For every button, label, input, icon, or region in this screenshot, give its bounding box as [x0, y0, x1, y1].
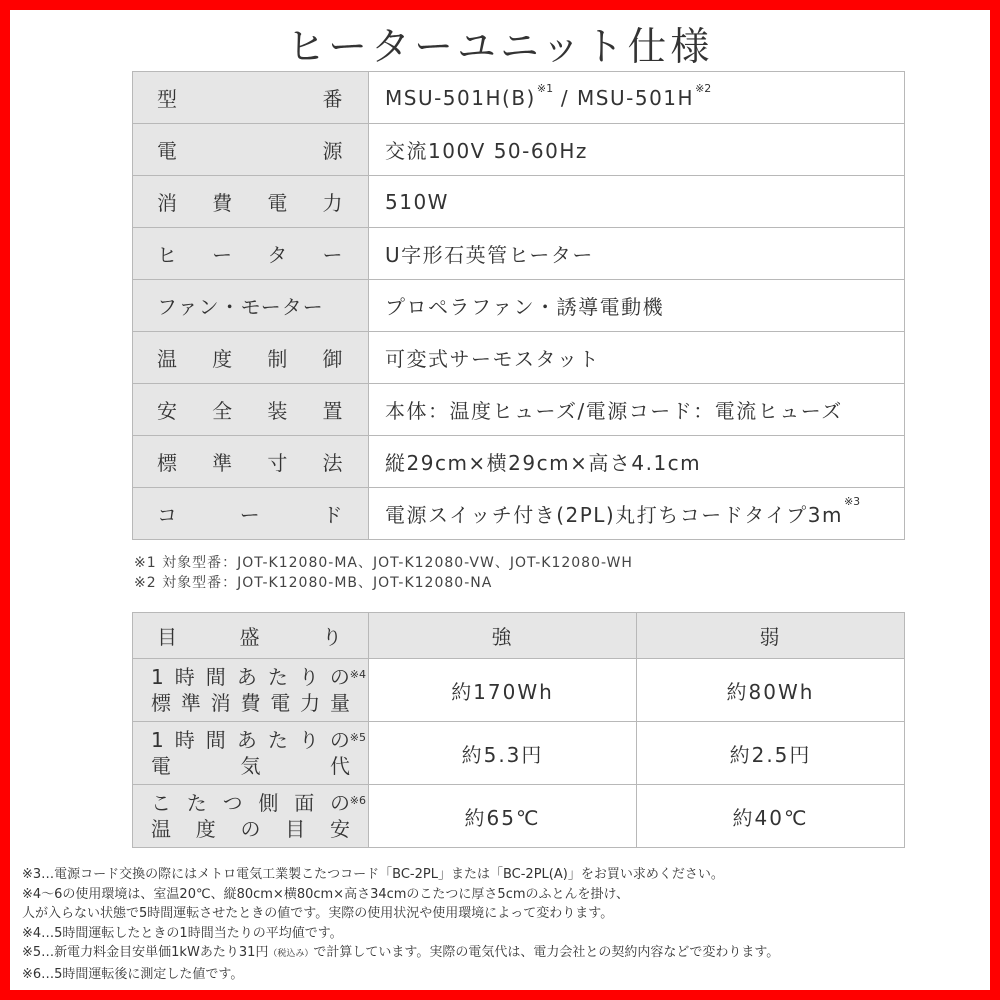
spec-value: 電源スイッチ付き(2PL)丸打ちコードタイプ$3m^{※3}$	[369, 488, 905, 540]
footnote-usage-env: ※4～6の使用環境は、室温20℃、縦80cm×横80cm×高さ34cmのこたつに厚さ5cmのふとんを掛け、	[22, 886, 629, 902]
spec-value: プロペラファン・誘導電動機	[369, 280, 905, 332]
comparison-row	[133, 785, 905, 848]
spec-label: ヒ ー タ ー	[133, 228, 369, 280]
spec-label: 温 度 制 御	[133, 332, 369, 384]
spec-row	[133, 488, 905, 540]
spec-value: 510W	[369, 176, 905, 228]
model-note-2: ※2 対象型番：JOT-K12080-MB、JOT-K12080-NA	[134, 575, 493, 591]
header-scale: 目 盛 り	[133, 613, 369, 659]
comparison-table	[132, 612, 905, 848]
spec-row	[133, 436, 905, 488]
spec-row	[133, 176, 905, 228]
spec-label: 電 源	[133, 124, 369, 176]
spec-row	[133, 72, 905, 124]
spec-value: 本体：温度ヒューズ/電源コード：電流ヒューズ	[369, 384, 905, 436]
comparison-row	[133, 722, 905, 785]
footnote-4: ※4…5時間運転したときの1時間当たりの平均値です。	[22, 925, 343, 941]
spec-value: 縦29cm×横29cm×高さ4.1cm	[369, 436, 905, 488]
spec-row	[133, 228, 905, 280]
value-weak: 約2.5円	[637, 722, 905, 785]
header-strong: 強	[369, 613, 637, 659]
footnotes	[22, 865, 982, 984]
spec-label: 安 全 装 置	[133, 384, 369, 436]
footnote-3: ※3…電源コード交換の際にはメトロ電気工業製こたつコード「BC-2PL」または「BC-2PL(A)」をお買い求めください。	[22, 867, 724, 882]
footnote-6: ※6…5時間運転後に測定した値です。	[22, 966, 244, 982]
spec-label: 型 番	[133, 72, 369, 124]
value-strong: 約5.3円	[369, 722, 637, 785]
value-weak: 約40℃	[637, 785, 905, 848]
spec-table	[132, 71, 905, 540]
value-strong: 約65℃	[369, 785, 637, 848]
spec-label: コ ー ド	[133, 488, 369, 540]
spec-value: 交流100V 50-60Hz	[369, 124, 905, 176]
comparison-label: こ た つ 側 面 の ※6 温 度 の 目 安	[133, 785, 369, 848]
page-title: ヒーターユニット仕様	[286, 25, 714, 70]
value-strong: 約170Wh	[369, 659, 637, 722]
spec-row	[133, 332, 905, 384]
comparison-label: 1 時 間 あ た り の ※5 電 気 代	[133, 722, 369, 785]
comparison-row	[133, 659, 905, 722]
spec-label: 標 準 寸 法	[133, 436, 369, 488]
spec-row	[133, 384, 905, 436]
spec-value: 可変式サーモスタット	[369, 332, 905, 384]
comparison-header-row	[133, 613, 905, 659]
footnote-usage-env-cont: 人が入らない状態で5時間運転させたときの値です。実際の使用状況や使用環境によって変わります。	[22, 906, 614, 921]
spec-label: ファン・モーター	[133, 280, 369, 332]
model-note-1: ※1 対象型番：JOT-K12080-MA、JOT-K12080-VW、JOT-K12080-WH	[134, 555, 633, 571]
spec-sheet	[10, 10, 990, 990]
spec-row	[133, 280, 905, 332]
spec-label: 消 費 電 力	[133, 176, 369, 228]
model-notes	[134, 553, 633, 593]
footnote-5: ※5…新電力料金目安単価1kWあたり31円（税込み）で計算しています。実際の電気代は、電力会社との契約内容などで変わります。	[22, 945, 780, 960]
value-weak: 約80Wh	[637, 659, 905, 722]
header-weak: 弱	[637, 613, 905, 659]
spec-value: U字形石英管ヒーター	[369, 228, 905, 280]
comparison-label: 1 時 間 あ た り の ※4 標 準 消 費 電 力 量	[133, 659, 369, 722]
spec-value: MSU-$501H(B)^{※1} / MSU-501H^{※2}$	[369, 72, 905, 124]
spec-row	[133, 124, 905, 176]
